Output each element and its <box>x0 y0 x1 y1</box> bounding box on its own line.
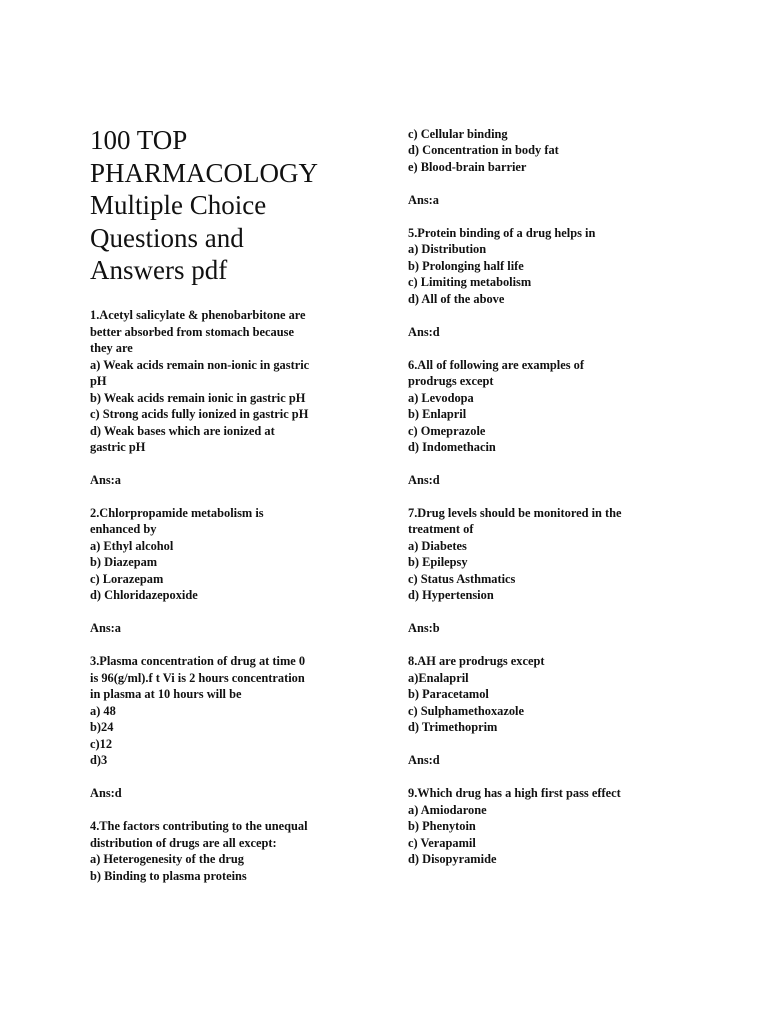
question-5-stem: 5.Protein binding of a drug helps in <box>408 226 596 240</box>
question-4-stem: 4.The factors contributing to the unequal <box>90 819 308 833</box>
question-4-option: a) Heterogenesity of the drug <box>90 852 244 866</box>
question-3-option: b)24 <box>90 720 114 734</box>
question-3-option: d)3 <box>90 753 108 767</box>
question-6-option: a) Levodopa <box>408 391 474 405</box>
question-8-stem: 8.AH are prodrugs except <box>408 654 545 668</box>
question-1-stem: better absorbed from stomach because <box>90 325 294 339</box>
question-8-option: d) Trimethoprim <box>408 720 498 734</box>
question-1-option: d) Weak bases which are ionized at <box>90 424 275 438</box>
question-7-option: b) Epilepsy <box>408 555 468 569</box>
question-2-option: a) Ethyl alcohol <box>90 539 174 553</box>
question-3-option: c)12 <box>90 737 113 751</box>
question-1-stem: they are <box>90 341 133 355</box>
question-5-option: b) Prolonging half life <box>408 259 524 273</box>
question-7-answer: Ans:b <box>408 621 440 635</box>
document-title <box>90 124 380 287</box>
question-8-option: b) Paracetamol <box>408 687 489 701</box>
question-7-stem: treatment of <box>408 522 474 536</box>
question-2-stem: 2.Chlorpropamide metabolism is <box>90 506 264 520</box>
question-2-stem: enhanced by <box>90 522 157 536</box>
question-5-answer: Ans:d <box>408 325 440 339</box>
title-line: PHARMACOLOGY <box>90 157 319 188</box>
question-7-option: a) Diabetes <box>408 539 467 553</box>
question-9-option: d) Disopyramide <box>408 852 497 866</box>
question-1-option: a) Weak acids remain non-ionic in gastric <box>90 358 310 372</box>
question-4-option: d) Concentration in body fat <box>408 143 559 157</box>
question-7-stem: 7.Drug levels should be monitored in the <box>408 506 622 520</box>
question-8-answer: Ans:d <box>408 753 440 767</box>
question-5-option: c) Limiting metabolism <box>408 275 532 289</box>
question-9-option: c) Verapamil <box>408 836 476 850</box>
question-5-option: d) All of the above <box>408 292 505 306</box>
question-6-stem: prodrugs except <box>408 374 494 388</box>
question-4-option: b) Binding to plasma proteins <box>90 869 247 883</box>
question-3-answer: Ans:d <box>90 786 122 800</box>
question-1-option: b) Weak acids remain ionic in gastric pH <box>90 391 306 405</box>
question-6-option: b) Enlapril <box>408 407 467 421</box>
question-4-stem: distribution of drugs are all except: <box>90 836 277 850</box>
question-4-option: c) Cellular binding <box>408 127 508 141</box>
question-4-option: e) Blood-brain barrier <box>408 160 527 174</box>
question-1-stem: 1.Acetyl salicylate & phenobarbitone are <box>90 308 306 322</box>
question-8-option: c) Sulphamethoxazole <box>408 704 524 718</box>
title-line: Answers pdf <box>90 255 228 285</box>
title-line: 100 TOP <box>90 125 188 155</box>
question-1-answer: Ans:a <box>90 473 121 487</box>
question-1-option: gastric pH <box>90 440 146 454</box>
question-3-option: a) 48 <box>90 704 116 718</box>
question-7-option: d) Hypertension <box>408 588 494 602</box>
question-9-option: a) Amiodarone <box>408 803 487 817</box>
question-6-option: c) Omeprazole <box>408 424 486 438</box>
question-6-option: d) Indomethacin <box>408 440 496 454</box>
question-2-option: b) Diazepam <box>90 555 158 569</box>
question-8-option: a)Enalapril <box>408 671 469 685</box>
question-6-stem: 6.All of following are examples of <box>408 358 584 372</box>
question-4-answer: Ans:a <box>408 193 439 207</box>
question-9-stem: 9.Which drug has a high first pass effect <box>408 786 621 800</box>
question-1-option: pH <box>90 374 107 388</box>
question-2-answer: Ans:a <box>90 621 121 635</box>
title-line: Multiple Choice <box>90 190 267 220</box>
title-line: Questions and <box>90 222 244 253</box>
question-9-option: b) Phenytoin <box>408 819 476 833</box>
question-5-option: a) Distribution <box>408 242 487 256</box>
question-3-stem: 3.Plasma concentration of drug at time 0 <box>90 654 306 668</box>
question-2-option: d) Chloridazepoxide <box>90 588 198 602</box>
question-1-option: c) Strong acids fully ionized in gastric pH <box>90 407 309 421</box>
question-3-stem: is 96(g/ml).f t Vi is 2 hours concentration <box>90 671 305 685</box>
question-6-answer: Ans:d <box>408 473 440 487</box>
question-7-option: c) Status Asthmatics <box>408 572 516 586</box>
question-2-option: c) Lorazepam <box>90 572 164 586</box>
question-3-stem: in plasma at 10 hours will be <box>90 687 242 701</box>
